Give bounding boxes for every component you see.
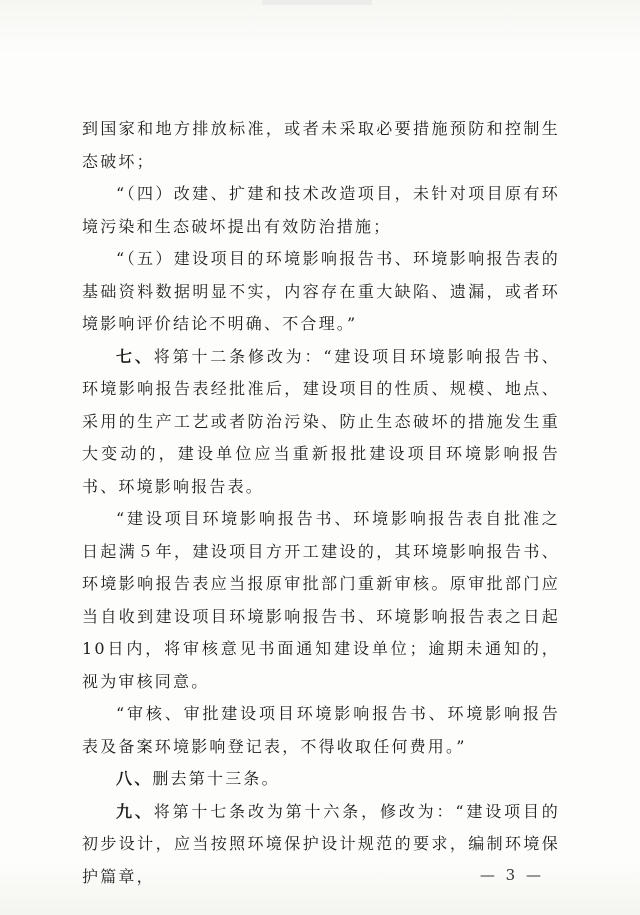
item-number: 七、 bbox=[116, 346, 154, 366]
item-number: 八、 bbox=[116, 769, 153, 788]
paragraph bbox=[82, 243, 560, 341]
paragraph-text: “（五）建设项目的环境影响报告书、环境影响报告表的基础资料数据明显不实，内容存在重大缺陷、遗漏，或者环境影响评价结论不明确、不合理。” bbox=[82, 249, 560, 333]
paragraph bbox=[82, 763, 560, 796]
paragraph bbox=[82, 503, 560, 698]
paragraph bbox=[82, 113, 560, 178]
paragraph bbox=[82, 178, 560, 243]
paragraph bbox=[82, 698, 560, 763]
paragraph-text: 将第十二条修改为：“建设项目环境影响报告书、环境影响报告表经批准后，建设项目的性质、规模、地点、采用的生产工艺或者防治污染、防止生态破坏的措施发生重大变动的，建设单位应当重新报批建设项目环境影响报告书、环境影响报告表。 bbox=[82, 346, 560, 496]
paragraph-text: 到国家和地方排放标准，或者未采取必要措施预防和控制生态破坏； bbox=[82, 119, 560, 171]
page-number: — 3 — bbox=[479, 866, 544, 884]
paragraph-text: 将第十七条改为第十六条，修改为：“建设项目的初步设计，应当按照环境保护设计规范的要求，编制环境保护篇章， bbox=[82, 801, 560, 886]
paragraph-text: “（四）改建、扩建和技术改造项目，未针对项目原有环境污染和生态破坏提出有效防治措施； bbox=[82, 184, 560, 236]
item-number: 九、 bbox=[116, 801, 154, 821]
paragraph-text: “建设项目环境影响报告书、环境影响报告表自批准之日起满５年，建设项目方开工建设的，其环境影响报告书、环境影响报告表应当报原审批部门重新审核。原审批部门应当自收到建设项目环境影响报告书、环境影响报告表之日起10日内，将审核意见书面通知建设单位；逾期未通知的，视为审核同意。 bbox=[82, 509, 560, 691]
scan-edge-mark bbox=[262, 0, 372, 5]
paragraph-text: “审核、审批建设项目环境影响报告书、环境影响报告表及备案环境影响登记表，不得收取任何费用。” bbox=[82, 704, 560, 756]
body-text bbox=[82, 113, 560, 893]
paragraph-text: 删去第十三条。 bbox=[152, 769, 280, 788]
paragraph bbox=[82, 341, 560, 504]
